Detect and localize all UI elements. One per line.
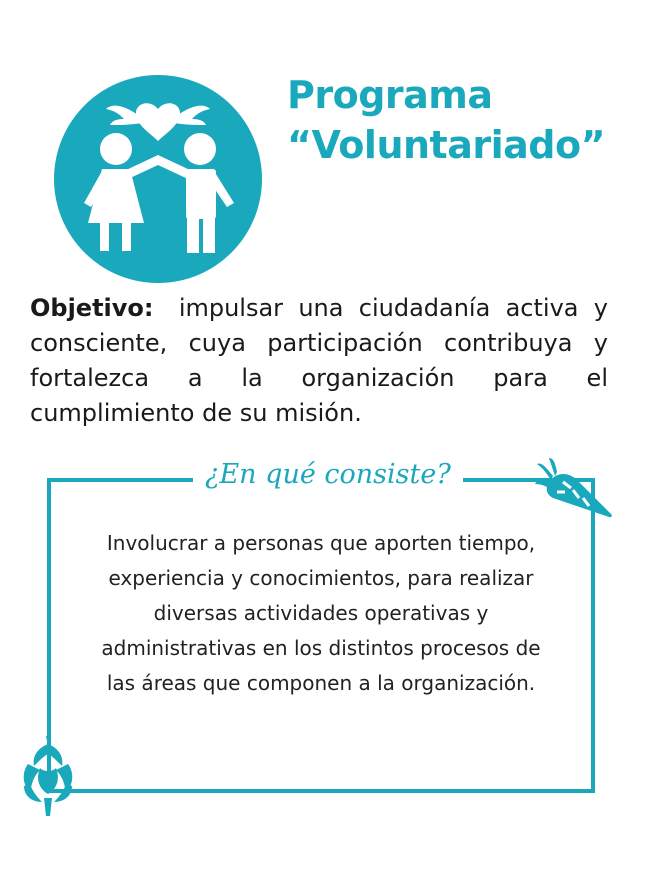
objective-text: impulsar una ciudadanía activa y consciente, cuya participación contribuya y fortalezca a la organización para el cumplimiento de su misión.	[30, 294, 608, 427]
objective-paragraph	[30, 291, 608, 431]
program-title-line2: “Voluntariado”	[287, 123, 606, 167]
section-description: Involucrar a personas que aporten tiempo, experiencia y conocimientos, para realizar diversas actividades operativas y administrativas en los distintos procesos de las áreas que componen a la organización.	[101, 531, 541, 695]
artichoke-icon	[18, 736, 78, 816]
program-title	[287, 70, 605, 170]
objective-label: Objetivo:	[30, 294, 154, 322]
program-title-line1: Programa	[287, 73, 493, 117]
carrot-icon	[535, 458, 615, 520]
volunteer-logo-icon	[54, 75, 262, 283]
section-heading: ¿En qué consiste?	[193, 455, 463, 495]
